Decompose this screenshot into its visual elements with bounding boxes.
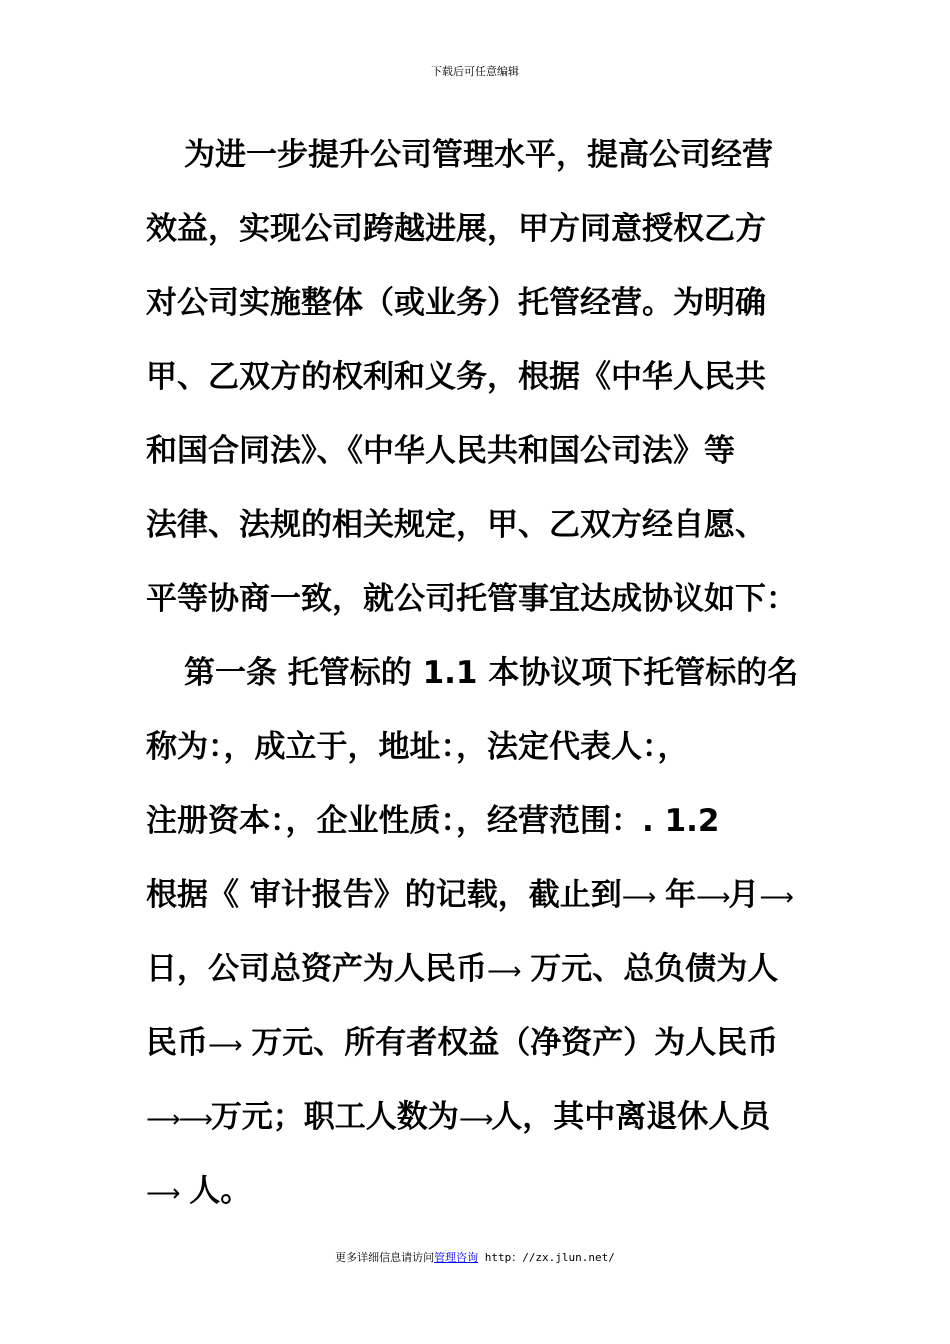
arrow-icon: ⟶: [208, 1031, 237, 1059]
line-12-text-a: 日，公司总资产为人民币: [146, 951, 487, 987]
line-15-text-a: 人。: [178, 1173, 252, 1209]
line-14-text-b: 人，其中离退休人员: [491, 1099, 771, 1135]
arrow-icon: ⟶: [696, 883, 725, 911]
footer-link[interactable]: 管理咨询: [434, 1251, 479, 1264]
document-body: [146, 118, 810, 1228]
line-11-text-b: 年: [654, 877, 696, 913]
line-13-text-a: 民币: [146, 1025, 208, 1061]
body-line-5: 和国合同法》、《中华人民共和国公司法》等: [146, 433, 735, 469]
line-11-text-c: 月: [728, 877, 760, 913]
arrow-icon: ⟶: [178, 1105, 207, 1133]
page-footer: [0, 1250, 950, 1266]
line-13-text-b: 万元、所有者权益（净资产）为人民币: [240, 1025, 779, 1061]
footer-url: http：//zx.jlun.net/: [478, 1251, 615, 1264]
line-14-text-a: 万元；职工人数为: [210, 1099, 459, 1135]
body-line-15: [146, 1154, 810, 1228]
line-11-text-a: 根据《 审计报告》的记载，截止到: [146, 877, 622, 913]
body-line-7: 平等协商一致，就公司托管事宜达成协议如下：: [146, 581, 797, 617]
body-line-12: [146, 932, 810, 1006]
arrow-icon: ⟶: [458, 1105, 488, 1133]
arrow-icon: ⟶: [487, 957, 516, 985]
body-line-3: 对公司实施整体（或业务）托管经营。为明确: [146, 285, 766, 321]
body-line-8: 第一条 托管标的 1.1 本协议项下托管标的名: [184, 655, 799, 691]
body-line-1: 为进一步提升公司管理水平，提高公司经营: [184, 137, 773, 173]
body-line-4: 甲、乙双方的权利和义务，根据《中华人民共: [146, 359, 766, 395]
body-line-6: 法律、法规的相关规定，甲、乙双方经自愿、: [146, 507, 766, 543]
footer-prefix: 更多详细信息请访问: [335, 1251, 435, 1264]
body-line-2: 效益，实现公司跨越进展，甲方同意授权乙方: [146, 211, 766, 247]
page-header: [0, 64, 950, 80]
body-line-9: 称为：，成立于，地址：，法定代表人：，: [146, 729, 689, 765]
body-line-14: [146, 1080, 810, 1154]
arrow-icon: ⟶: [146, 1179, 175, 1207]
line-12-text-b: 万元、总负债为人: [519, 951, 779, 987]
arrow-icon: ⟶: [759, 883, 788, 911]
body-line-10: 注册资本：，企业性质：，经营范围：. 1.2: [146, 803, 720, 839]
arrow-icon: ⟶: [621, 883, 651, 911]
arrow-icon: ⟶: [146, 1105, 175, 1133]
body-line-13: [146, 1006, 810, 1080]
header-text: 下载后可任意编辑: [431, 65, 519, 78]
body-line-11: [146, 858, 810, 932]
